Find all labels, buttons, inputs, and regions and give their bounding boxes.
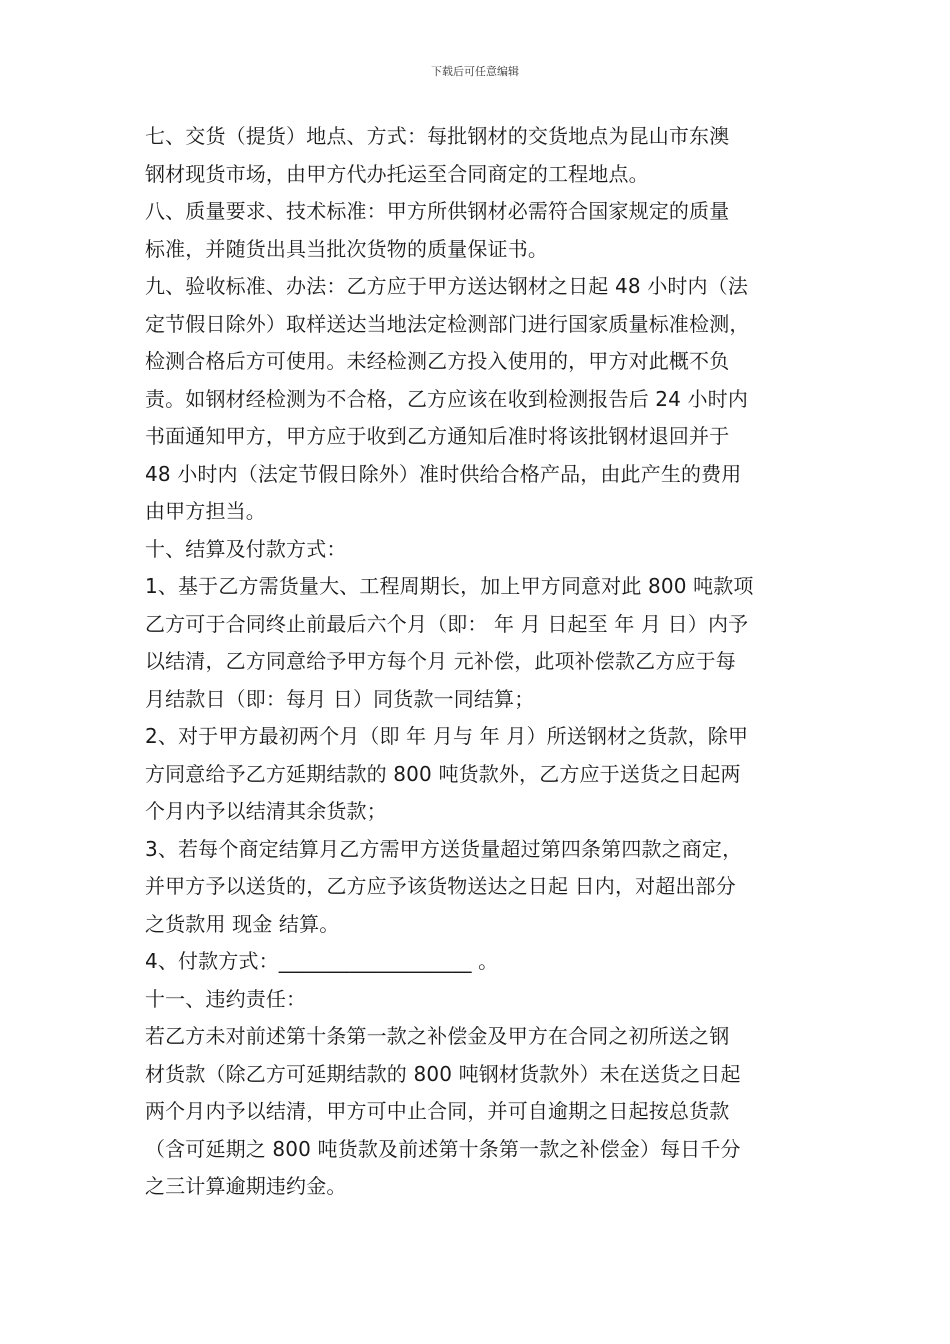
text-line: 3、若每个商定结算月乙方需甲方送货量超过第四条第四款之商定， xyxy=(145,836,743,861)
text-line: 以结清，乙方同意给予甲方每个月 元补偿，此项补偿款乙方应于每 xyxy=(145,649,736,673)
text-line: 两个月内予以结清，甲方可中止合同，并可自逾期之日起按总货款 xyxy=(145,1099,730,1123)
text-line: 钢材现货市场，由甲方代办托运至合同商定的工程地点。 xyxy=(145,161,649,186)
text-line: 1、基于乙方需货量大、工程周期长，加上甲方同意对此 800 吨款项 xyxy=(145,574,754,598)
payment-method-line: 4、付款方式：___________________ 。 xyxy=(145,949,499,973)
text-line: 之货款用 现金 结算。 xyxy=(145,911,340,936)
text-line: 48 小时内（法定节假日除外）准时供给合格产品，由此产生的费用 xyxy=(145,461,742,486)
text-line: 检测合格后方可使用。未经检测乙方投入使用的，甲方对此概不负 xyxy=(145,349,730,373)
text-line: 月结款日（即：每月 日）同货款一同结算； xyxy=(145,686,535,711)
text-line: 材货款（除乙方可延期结款的 800 吨钢材货款外）未在送货之日起 xyxy=(145,1061,741,1086)
section-heading: 十、结算及付款方式： xyxy=(145,536,347,561)
text-line: 2、对于甲方最初两个月（即 年 月与 年 月）所送钢材之货款，除甲 xyxy=(145,724,749,748)
text-line: 八、质量要求、技术标准：甲方所供钢材必需符合国家规定的质量 xyxy=(145,199,730,223)
text-line: 若乙方未对前述第十条第一款之补偿金及甲方在合同之初所送之钢 xyxy=(145,1024,730,1048)
page-header: 下载后可任意编辑 xyxy=(431,65,519,78)
text-line: 由甲方担当。 xyxy=(145,499,266,523)
document-body xyxy=(145,118,825,1206)
section-heading: 十一、违约责任： xyxy=(145,986,307,1011)
text-line: 个月内予以结清其余货款； xyxy=(145,799,387,823)
text-line: 书面通知甲方，甲方应于收到乙方通知后准时将该批钢材退回并于 xyxy=(145,424,730,448)
text-line: 标准，并随货出具当批次货物的质量保证书。 xyxy=(145,236,548,261)
text-line: 之三计算逾期违约金。 xyxy=(145,1174,347,1198)
text-line: 定节假日除外）取样送达当地法定检测部门进行国家质量标准检测， xyxy=(145,311,750,336)
text-line: （含可延期之 800 吨货款及前述第十条第一款之补偿金）每日千分 xyxy=(145,1136,741,1161)
text-line: 七、交货（提货）地点、方式：每批钢材的交货地点为昆山市东澳 xyxy=(145,124,730,148)
text-line: 方同意给予乙方延期结款的 800 吨货款外，乙方应于送货之日起两 xyxy=(145,761,741,786)
text-line: 责。如钢材经检测为不合格，乙方应该在收到检测报告后 24 小时内 xyxy=(145,386,748,411)
text-line: 乙方可于合同终止前最后六个月（即： 年 月 日起至 年 月 日）内予 xyxy=(145,611,749,636)
text-line: 并甲方予以送货的，乙方应予该货物送达之日起 日内，对超出部分 xyxy=(145,874,736,898)
text-line: 九、验收标准、办法：乙方应于甲方送达钢材之日起 48 小时内（法 xyxy=(145,274,748,298)
